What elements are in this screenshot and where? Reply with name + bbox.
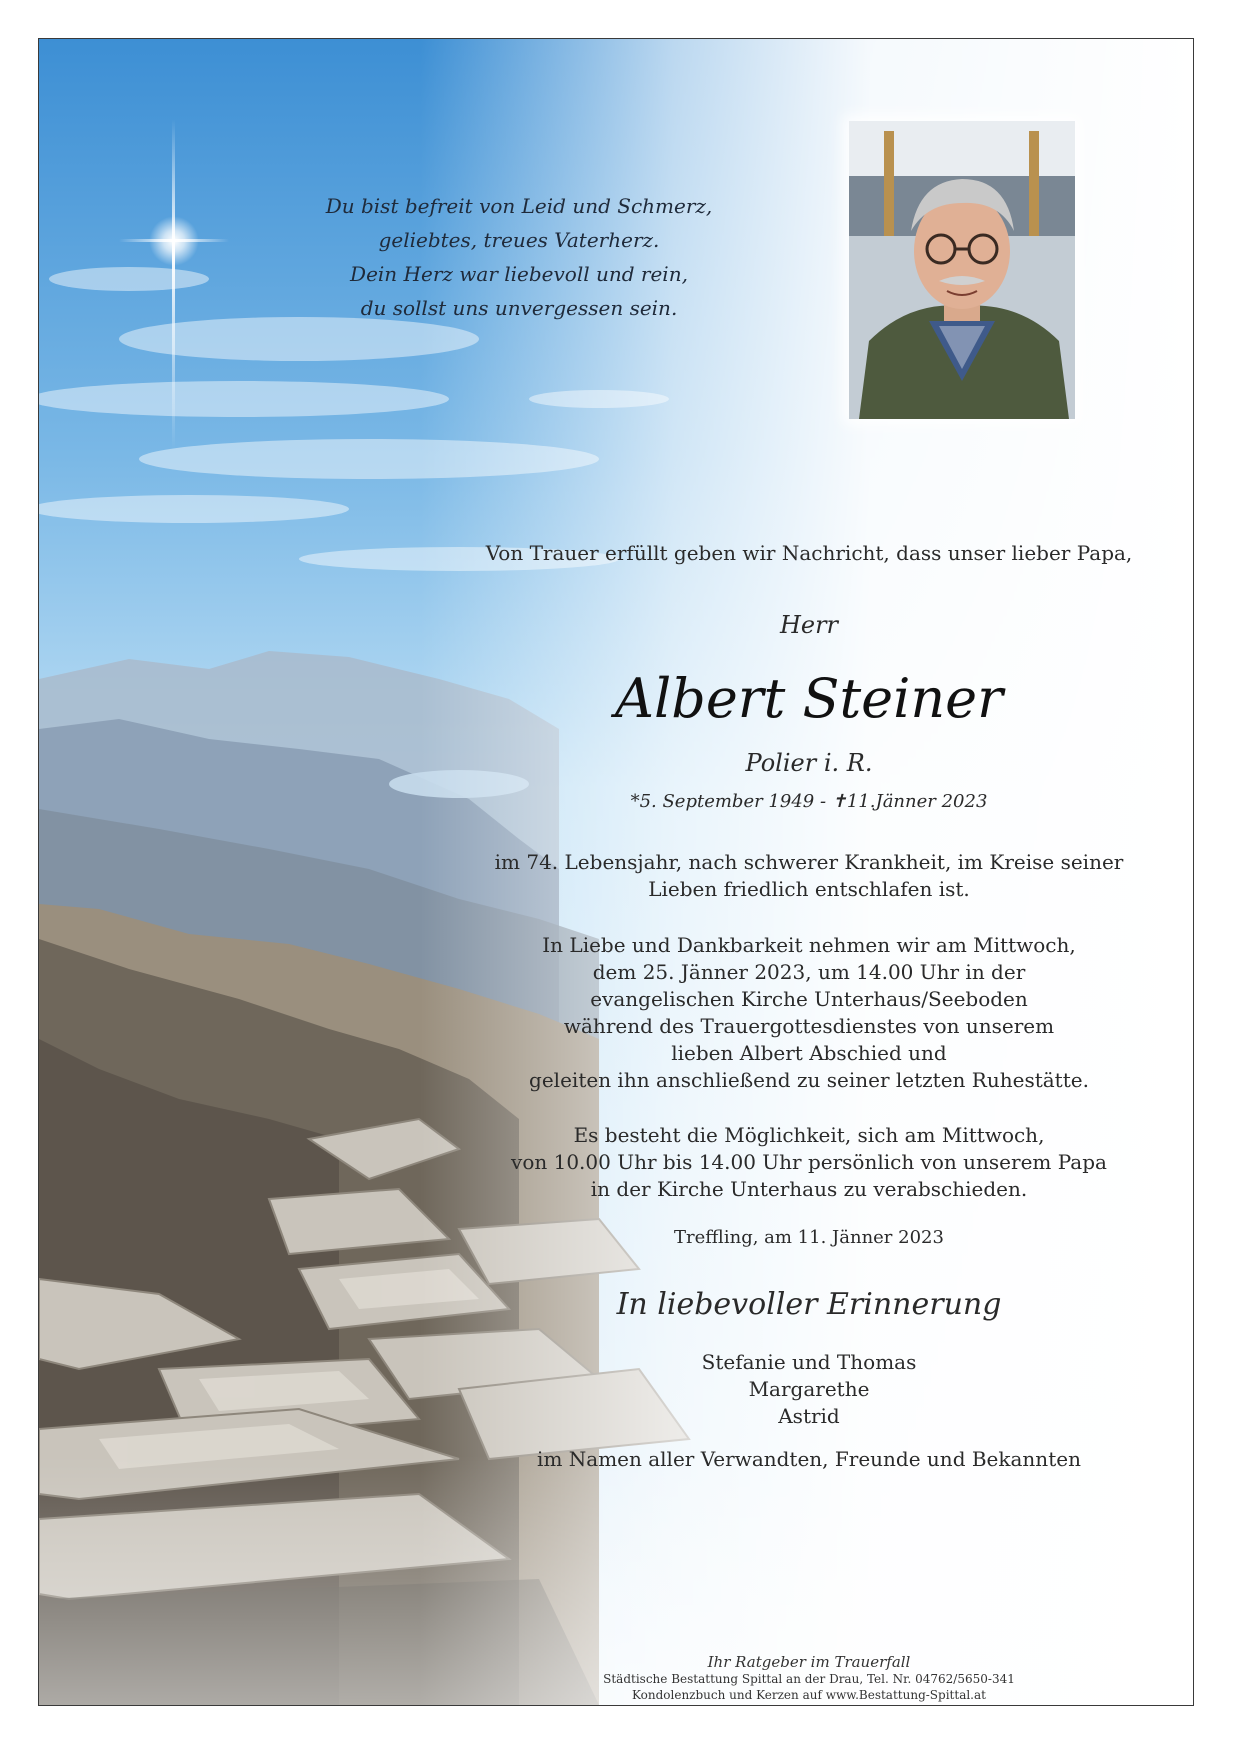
text-line: Lieben friedlich entschlafen ist. xyxy=(648,877,970,901)
footer xyxy=(459,1653,1159,1703)
deceased-name: Albert Steiner xyxy=(615,667,1003,730)
honorific: Herr xyxy=(779,611,839,639)
text-line: während des Trauergottesdienstes von unserem xyxy=(563,1014,1055,1038)
poem-line: Dein Herz war liebevoll und rein, xyxy=(350,262,688,286)
star-icon xyxy=(149,216,199,266)
footer-line: Kondolenzbuch und Kerzen auf www.Bestattung-Spittal.at xyxy=(632,1688,986,1702)
text-line: im 74. Lebensjahr, nach schwerer Krankheit, im Kreise seiner xyxy=(494,850,1124,874)
paragraph-farewell xyxy=(459,1122,1159,1203)
poem-line: geliebtes, treues Vaterherz. xyxy=(378,228,660,252)
mourners-list xyxy=(459,1349,1159,1430)
text-line: evangelischen Kirche Unterhaus/Seeboden xyxy=(590,987,1028,1011)
text-line: Es besteht die Möglichkeit, sich am Mittwoch, xyxy=(573,1123,1045,1147)
text-line: lieben Albert Abschied und xyxy=(671,1041,947,1065)
deceased-role: Polier i. R. xyxy=(745,749,873,777)
mourner-name: Astrid xyxy=(778,1404,840,1428)
footer-heading: Ihr Ratgeber im Trauerfall xyxy=(707,1653,911,1671)
paragraph-funeral xyxy=(459,932,1159,1094)
paragraph-death xyxy=(459,849,1159,903)
intro-text: Von Trauer erfüllt geben wir Nachricht, dass unser lieber Papa, xyxy=(485,541,1133,565)
mourner-name: Stefanie und Thomas xyxy=(701,1350,917,1374)
poem-line: Du bist befreit von Leid und Schmerz, xyxy=(325,194,713,218)
on-behalf-text: im Namen aller Verwandten, Freunde und Bekannten xyxy=(537,1447,1081,1471)
star-ray-vertical xyxy=(172,119,175,449)
text-line: in der Kirche Unterhaus zu verabschieden. xyxy=(590,1177,1028,1201)
mourner-name: Margarethe xyxy=(748,1377,870,1401)
obituary-card xyxy=(38,38,1194,1706)
poem-line: du sollst uns unvergessen sein. xyxy=(360,296,678,320)
poem xyxy=(289,189,749,325)
portrait-photo xyxy=(849,121,1075,419)
footer-line: Städtische Bestattung Spittal an der Drau, Tel. Nr. 04762/5650-341 xyxy=(603,1672,1015,1686)
text-line: von 10.00 Uhr bis 14.00 Uhr persönlich von unserem Papa xyxy=(511,1150,1107,1174)
text-line: In Liebe und Dankbarkeit nehmen wir am Mittwoch, xyxy=(542,933,1076,957)
life-dates: *5. September 1949 - ✝11.Jänner 2023 xyxy=(630,791,988,812)
place-date: Treffling, am 11. Jänner 2023 xyxy=(674,1227,944,1248)
text-line: geleiten ihn anschließend zu seiner letzten Ruhestätte. xyxy=(529,1068,1089,1092)
remembrance-heading: In liebevoller Erinnerung xyxy=(616,1287,1002,1322)
text-line: dem 25. Jänner 2023, um 14.00 Uhr in der xyxy=(592,960,1026,984)
